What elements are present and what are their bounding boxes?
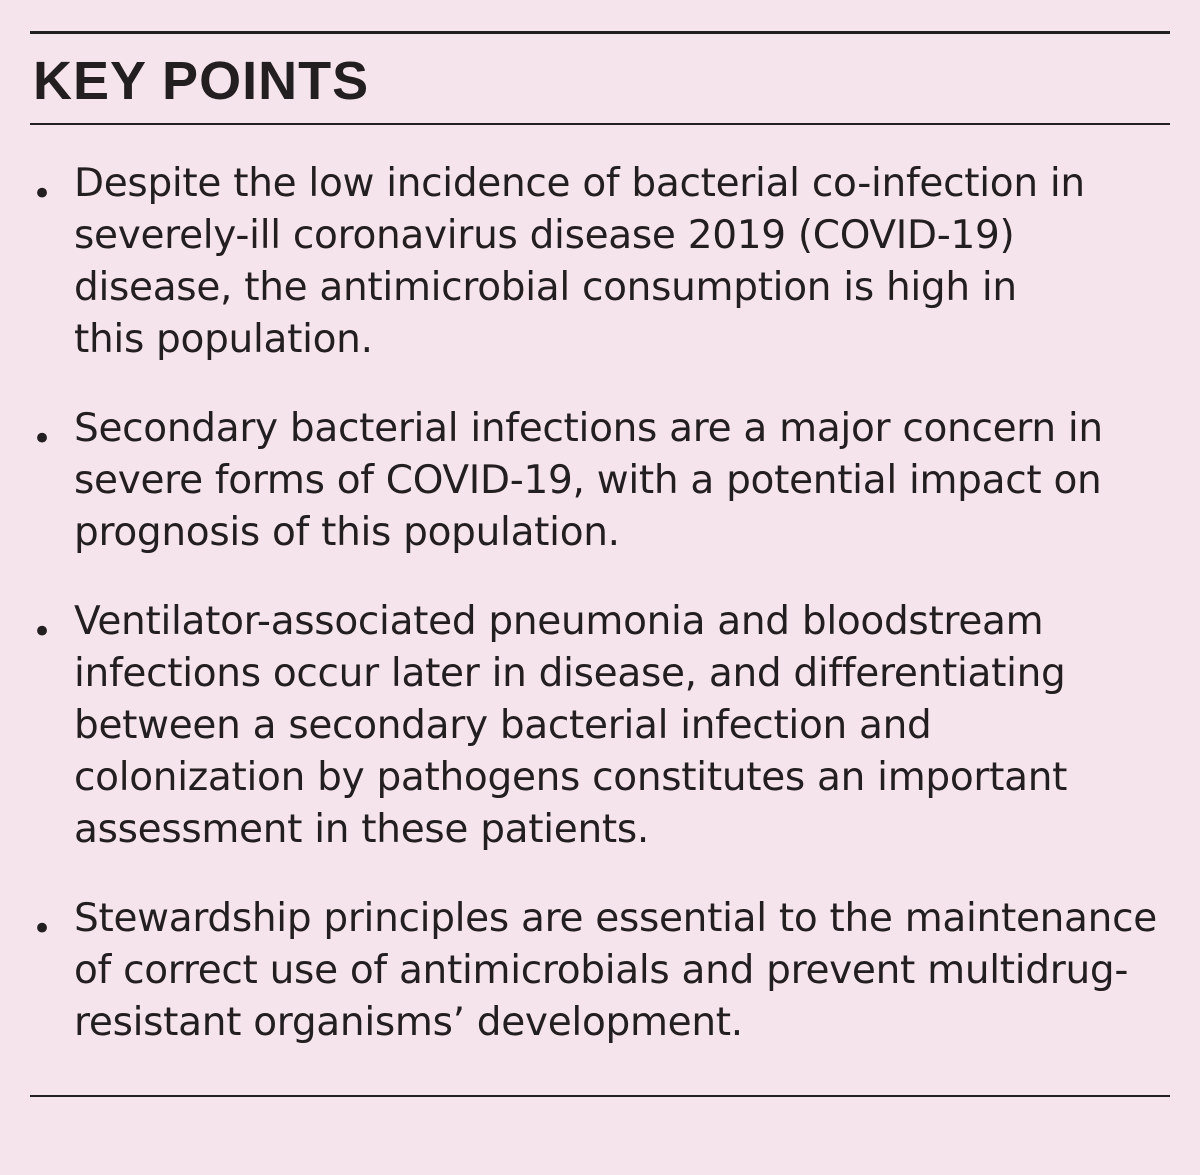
key-point-line: prognosis of this population. xyxy=(74,510,620,555)
key-point-4 xyxy=(0,893,1174,1049)
bullet-icon: • xyxy=(32,419,53,459)
bullet-icon: • xyxy=(32,909,53,949)
key-point-3 xyxy=(0,596,1174,856)
key-point-line: Stewardship principles are essential to the maintenance xyxy=(74,896,1157,941)
key-point-line: infections occur later in disease, and differentiating xyxy=(74,651,1066,696)
key-point-line: Despite the low incidence of bacterial co-infection in xyxy=(74,161,1085,206)
key-points-list xyxy=(0,158,1200,1086)
key-point-line: resistant organisms’ development. xyxy=(74,1000,743,1045)
key-point-line: severely-ill coronavirus disease 2019 (COVID-19) xyxy=(74,213,1015,258)
key-point-line: of correct use of antimicrobials and prevent multidrug- xyxy=(74,948,1129,993)
key-point-line: between a secondary bacterial infection and xyxy=(74,703,932,748)
key-point-1 xyxy=(0,158,1174,366)
bullet-icon: • xyxy=(32,174,53,214)
heading-rule xyxy=(30,123,1170,125)
key-point-line: severe forms of COVID-19, with a potential impact on xyxy=(74,458,1102,503)
key-point-line: Secondary bacterial infections are a major concern in xyxy=(74,406,1103,451)
key-point-line: disease, the antimicrobial consumption is high in xyxy=(74,265,1017,310)
key-points-heading: KEY POINTS xyxy=(33,51,370,111)
key-point-line: this population. xyxy=(74,317,373,362)
key-point-line: Ventilator-associated pneumonia and bloodstream xyxy=(74,599,1044,644)
bullet-icon: • xyxy=(32,612,53,652)
key-point-2 xyxy=(0,403,1174,559)
bottom-rule xyxy=(30,1095,1170,1097)
key-point-line: colonization by pathogens constitutes an important xyxy=(74,755,1068,800)
key-point-line: assessment in these patients. xyxy=(74,807,650,852)
top-rule xyxy=(30,31,1170,34)
